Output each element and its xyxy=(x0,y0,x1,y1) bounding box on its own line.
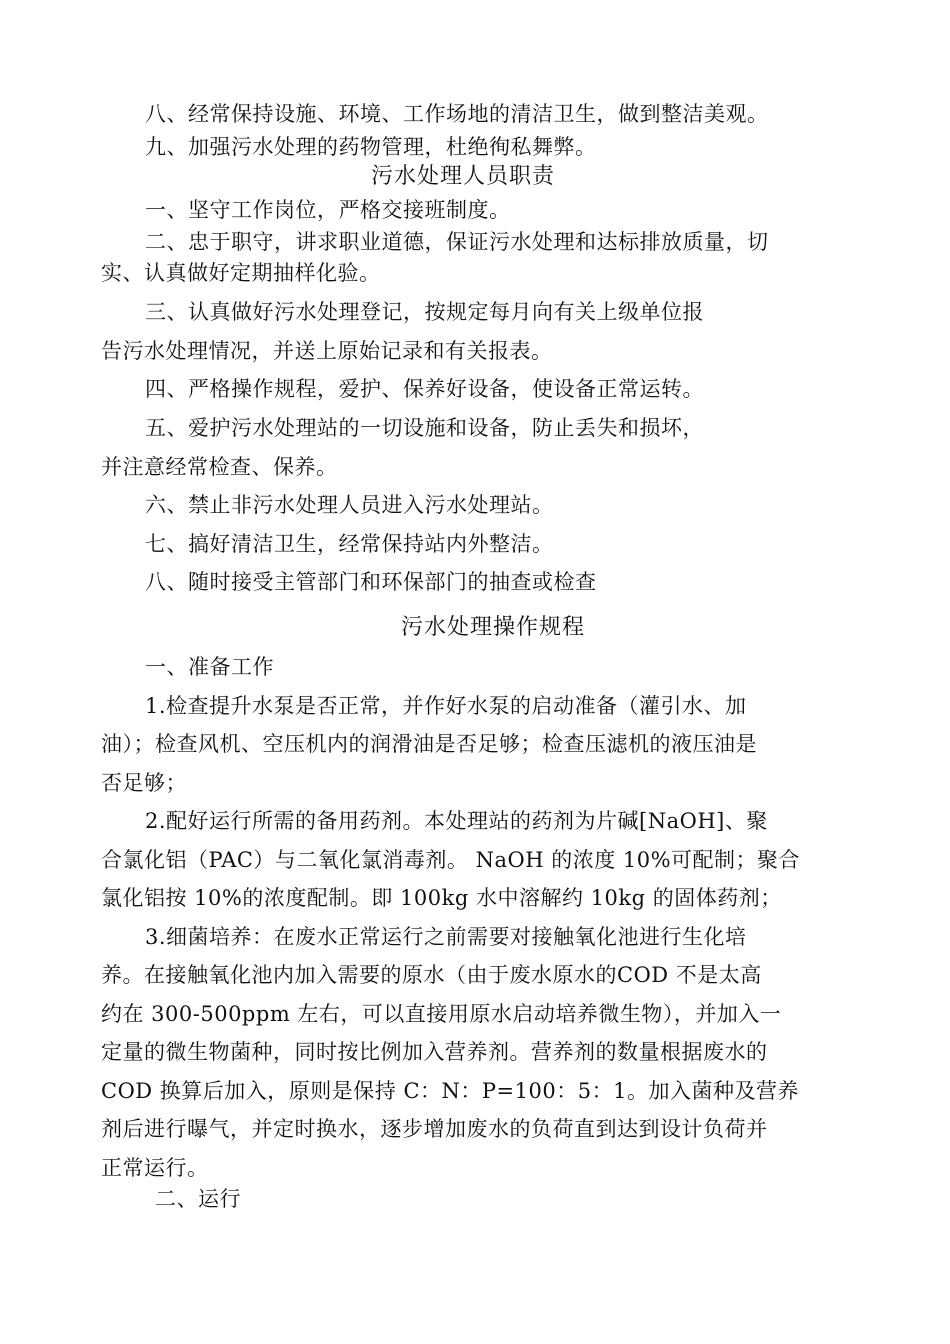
paragraph-line: 九、加强污水处理的药物管理，杜绝徇私舞弊。 xyxy=(145,135,597,159)
paragraph-line: 氯化铝按 10%的浓度配制。即 100kg 水中溶解约 10kg 的固体药剂； xyxy=(101,886,782,910)
paragraph-line: 约在 300-500ppm 左右，可以直接用原水启动培养微生物），并加入一 xyxy=(101,1002,782,1026)
paragraph-line: 1.检查提升水泵是否正常，并作好水泵的启动准备（灌引水、加 xyxy=(145,694,747,718)
paragraph-line: 三、认真做好污水处理登记，按规定每月向有关上级单位报 xyxy=(145,300,704,324)
paragraph-line: 二、运行 xyxy=(155,1187,241,1211)
paragraph-line: 四、严格操作规程，爱护、保养好设备，使设备正常运转。 xyxy=(145,377,704,401)
paragraph-line: 二、忠于职守，讲求职业道德，保证污水处理和达标排放质量，切 xyxy=(145,230,769,254)
paragraph-line: 并注意经常检查、保养。 xyxy=(101,455,338,479)
paragraph-line: 3.细菌培养：在废水正常运行之前需要对接触氧化池进行生化培 xyxy=(145,925,747,949)
paragraph-line: 正常运行。 xyxy=(101,1156,209,1180)
section-title: 污水处理人员职责 xyxy=(371,164,556,189)
paragraph-line: 七、搞好清洁卫生，经常保持站内外整洁。 xyxy=(145,532,554,556)
paragraph-line: 养。在接触氧化池内加入需要的原水（由于废水原水的COD 不是太高 xyxy=(101,963,762,987)
paragraph-line: 剂后进行曝气，并定时换水，逐步增加废水的负荷直到达到设计负荷并 xyxy=(101,1117,768,1141)
paragraph-line: 八、经常保持设施、环境、工作场地的清洁卫生，做到整洁美观。 xyxy=(145,102,769,126)
paragraph-line: 一、准备工作 xyxy=(145,655,274,679)
paragraph-line: 六、禁止非污水处理人员进入污水处理站。 xyxy=(145,493,554,517)
paragraph-line: 实、认真做好定期抽样化验。 xyxy=(101,261,381,285)
paragraph-line: 定量的微生物菌种，同时按比例加入营养剂。营养剂的数量根据废水的 xyxy=(101,1040,768,1064)
paragraph-line: COD 换算后加入，原则是保持 C：N：P=100：5：1。加入菌种及营养 xyxy=(101,1079,799,1103)
paragraph-line: 一、坚守工作岗位，严格交接班制度。 xyxy=(145,198,511,222)
paragraph-line: 八、随时接受主管部门和环保部门的抽查或检查 xyxy=(145,570,597,594)
paragraph-line: 合氯化铝（PAC）与二氧化氯消毒剂。 NaOH 的浓度 10%可配制；聚合 xyxy=(101,848,801,872)
paragraph-line: 油）；检查风机、空压机内的润滑油是否足够；检查压滤机的液压油是 xyxy=(101,732,757,756)
section-title: 污水处理操作规程 xyxy=(401,615,586,640)
paragraph-line: 告污水处理情况，并送上原始记录和有关报表。 xyxy=(101,339,553,363)
paragraph-line: 2.配好运行所需的备用药剂。本处理站的药剂为片碱[NaOH]、聚 xyxy=(145,809,768,833)
paragraph-line: 五、爱护污水处理站的一切设施和设备，防止丢失和损坏， xyxy=(145,416,704,440)
paragraph-line: 否足够； xyxy=(101,771,187,795)
